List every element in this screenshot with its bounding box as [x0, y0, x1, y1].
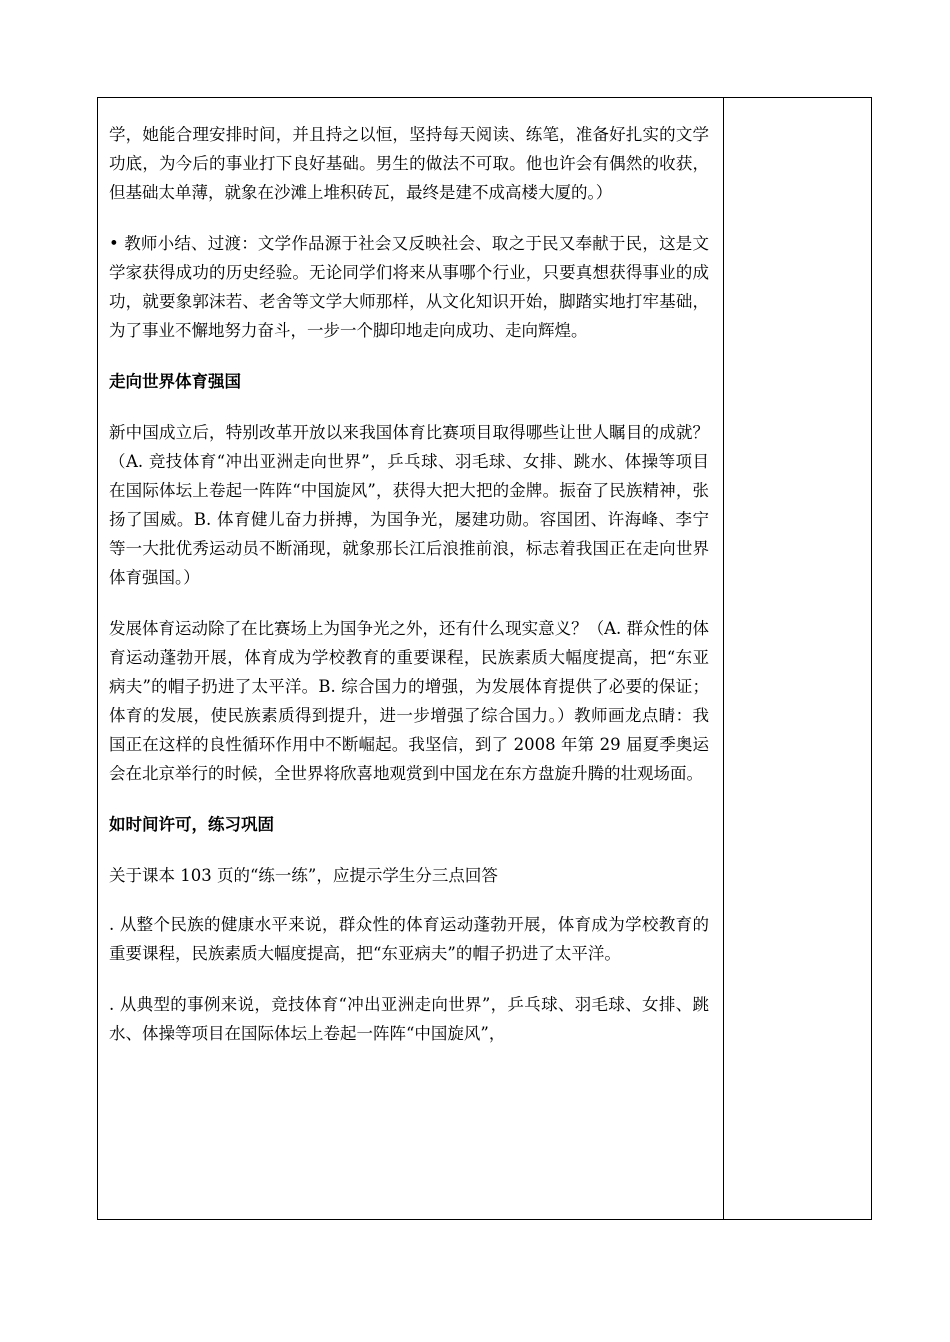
paragraph-continuation: 学，她能合理安排时间，并且持之以恒，坚持每天阅读、练笔，准备好扎实的文学功底，为今后的事业打下良好基础。男生的做法不可取。他也许会有偶然的收获，但基础太单薄，就象在沙滩上堆积砖瓦，最终是建不成高楼大厦的。） [109, 125, 709, 202]
notes-cell [724, 98, 871, 1219]
paragraph-practice-intro: 关于课本 103 页的“练一练”，应提示学生分三点回答 [109, 866, 498, 885]
paragraph-point-examples: . 从典型的事例来说，竞技体育“冲出亚洲走向世界”，乒乓球、羽毛球、女排、跳水、体操等项目在国际体坛上卷起一阵阵“中国旋风”， [109, 995, 709, 1043]
content-cell [98, 98, 724, 1219]
paragraph-teacher-summary: • 教师小结、过渡：文学作品源于社会又反映社会、取之于民又奉献于民，这是文学家获得成功的历史经验。无论同学们将来从事哪个行业，只要真想获得事业的成功，就要象郭沫若、老舍等文学大师那样，从文化知识开始，脚踏实地打牢基础，为了事业不懈地努力奋斗，一步一个脚印地走向成功、走向辉煌。 [109, 234, 709, 340]
paragraph-point-health: . 从整个民族的健康水平来说，群众性的体育运动蓬勃开展，体育成为学校教育的重要课程，民族素质大幅度提高，把“东亚病夫”的帽子扔进了太平洋。 [109, 915, 709, 963]
section-heading-practice: 如时间许可，练习巩固 [109, 815, 274, 834]
paragraph-sports-achievements: 新中国成立后，特别改革开放以来我国体育比赛项目取得哪些让世人瞩目的成就？（A. 竞技体育“冲出亚洲走向世界”，乒乓球、羽毛球、女排、跳水、体操等项目在国际体坛上卷起一阵阵“中国旋风”，获得大把大把的金牌。振奋了民族精神，张扬了国威。B. 体育健儿奋力拼搏，为国争光，屡建功勋。容国团、许海峰、李宁等一大批优秀运动员不断涌现，就象那长江后浪推前浪，标志着我国正在走向世界体育强国。） [109, 423, 709, 587]
section-heading-sports: 走向世界体育强国 [109, 372, 241, 391]
lesson-table [97, 97, 872, 1220]
paragraph-sports-significance: 发展体育运动除了在比赛场上为国争光之外，还有什么现实意义？（A. 群众性的体育运动蓬勃开展，体育成为学校教育的重要课程，民族素质大幅度提高，把“东亚病夫”的帽子扔进了太平洋。B. 综合国力的增强，为发展体育提供了必要的保证；体育的发展，使民族素质得到提升，进一步增强了综合国力。）教师画龙点睛：我国正在这样的良性循环作用中不断崛起。我坚信，到了 2008 年第 29 届夏季奥运会在北京举行的时候，全世界将欣喜地观赏到中国龙在东方盘旋升腾的壮观场面。 [109, 619, 709, 783]
